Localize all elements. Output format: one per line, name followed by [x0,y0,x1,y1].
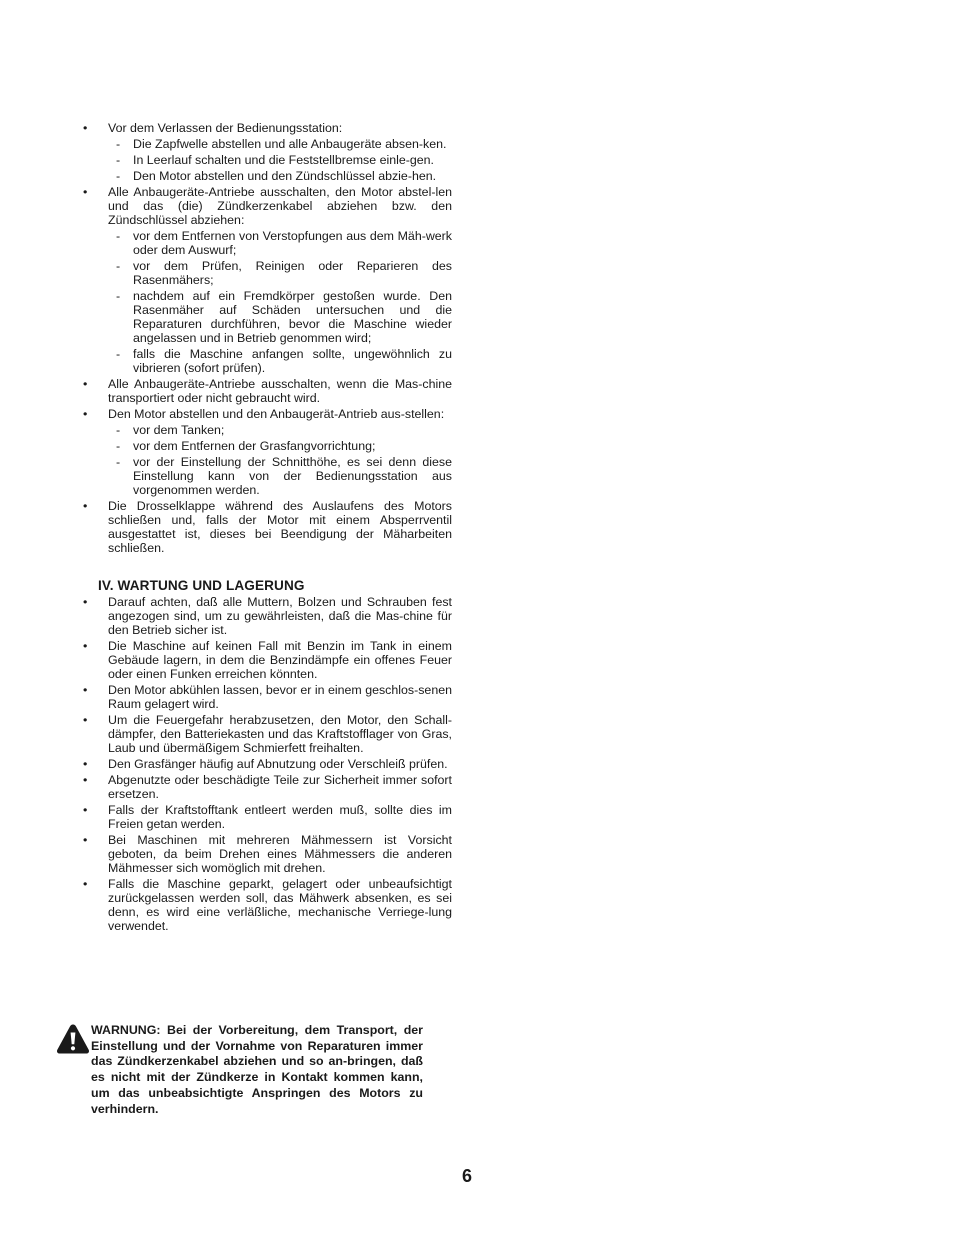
sub-list-item: - vor dem Entfernen der Grasfangvorrichtung; [108,439,452,453]
list-item [82,185,452,375]
sub-list [108,229,452,375]
sub-list-item: - In Leerlauf schalten und die Feststellbremse einle-gen. [108,153,452,167]
list-item [82,499,452,555]
list-item: • Den Grasfänger häufig auf Abnutzung oder Verschleiß prüfen. [82,757,452,771]
list-item: • Darauf achten, daß alle Muttern, Bolzen und Schrauben fest angezogen sind, um zu gewährleisten, daß die Mas-chine für den Betrieb sicher ist. [82,595,452,637]
sub-list [108,423,452,497]
list-item-text: Alle Anbaugeräte-Antriebe ausschalten, den Motor abstel-len und das (die) Zündkerzenkabel abziehen bzw. den Zündschlüssel abziehen: [108,185,452,227]
section3-list [82,121,452,555]
section4-list [82,595,452,933]
warning-triangle-icon [56,1023,90,1055]
list-item [82,121,452,183]
list-item [82,377,452,405]
sub-list-item: - vor der Einstellung der Schnitthöhe, es sei denn diese Einstellung kann von der Bedienungsstation aus vorgenommen werden. [108,455,452,497]
text-column [82,121,452,935]
section-heading: IV. WARTUNG UND LAGERUNG [98,578,305,593]
list-item-text: Alle Anbaugeräte-Antriebe ausschalten, wenn die Mas-chine transportiert oder nicht gebraucht wird. [108,377,452,405]
sub-list-item: - falls die Maschine anfangen sollte, ungewöhnlich zu vibrieren (sofort prüfen). [108,347,452,375]
list-item: • Falls die Maschine geparkt, gelagert oder unbeaufsichtigt zurückgelassen werden soll, das Mähwerk absenken, es sei denn, es wird eine verläßliche, mechanische Verriege-lung verwendet. [82,877,452,933]
list-item: • Falls der Kraftstofftank entleert werden muß, sollte dies im Freien getan werden. [82,803,452,831]
sub-list-item: - Die Zapfwelle abstellen und alle Anbaugeräte absen-ken. [108,137,452,151]
list-item-text: Die Drosselklappe während des Auslaufens des Motors schließen und, falls der Motor mit einem Absperrventil ausgestattet ist, dieses bei Beendigung der Mäharbeiten schließen. [108,499,452,555]
sub-list-item: - vor dem Prüfen, Reinigen oder Reparieren des Rasenmähers; [108,259,452,287]
warning-block [56,1023,456,1117]
list-item-text: Den Motor abstellen und den Anbaugerät-Antrieb aus-stellen: [108,407,445,421]
sub-list-item: - vor dem Tanken; [108,423,452,437]
sub-list [108,137,452,183]
list-item [82,407,452,497]
list-item: • Um die Feuergefahr herabzusetzen, den Motor, den Schall-dämpfer, den Batteriekasten und das Kraftstofflager von Gras, Laub und übermäßigem Schmierfett freihalten. [82,713,452,755]
list-item: • Abgenutzte oder beschädigte Teile zur Sicherheit immer sofort ersetzen. [82,773,452,801]
sub-list-item: - vor dem Entfernen von Verstopfungen aus dem Mäh-werk oder dem Auswurf; [108,229,452,257]
page-number: 6 [462,1166,473,1186]
warning-text: WARNUNG: Bei der Vorbereitung, dem Transport, der Einstellung und der Vornahme von Reparaturen immer das Zündkerzenkabel abziehen und so an-bringen, daß es nicht mit der Zündkerze in Kontakt kommen kann, um das unbeabsichtigte Anspringen des Motors zu verhindern. [91,1023,423,1116]
list-item: • Den Motor abkühlen lassen, bevor er in einem geschlos-senen Raum gelagert wird. [82,683,452,711]
list-item: • Bei Maschinen mit mehreren Mähmessern ist Vorsicht geboten, da beim Drehen eines Mähmessers die anderen Mähmesser sich womöglich mit drehen. [82,833,452,875]
list-item-text: Vor dem Verlassen der Bedienungsstation: [108,121,343,135]
sub-list-item: - nachdem auf ein Fremdkörper gestoßen wurde. Den Rasenmäher auf Schäden untersuchen und die Reparaturen durchführen, bevor die Maschine wieder angelassen und in Betrieb genommen wird; [108,289,452,345]
list-item: • Die Maschine auf keinen Fall mit Benzin im Tank in einem Gebäude lagern, in dem die Benzindämpfe ein offenes Feuer oder einen Funken erreichen könnten. [82,639,452,681]
sub-list-item: - Den Motor abstellen und den Zündschlüssel abzie-hen. [108,169,452,183]
